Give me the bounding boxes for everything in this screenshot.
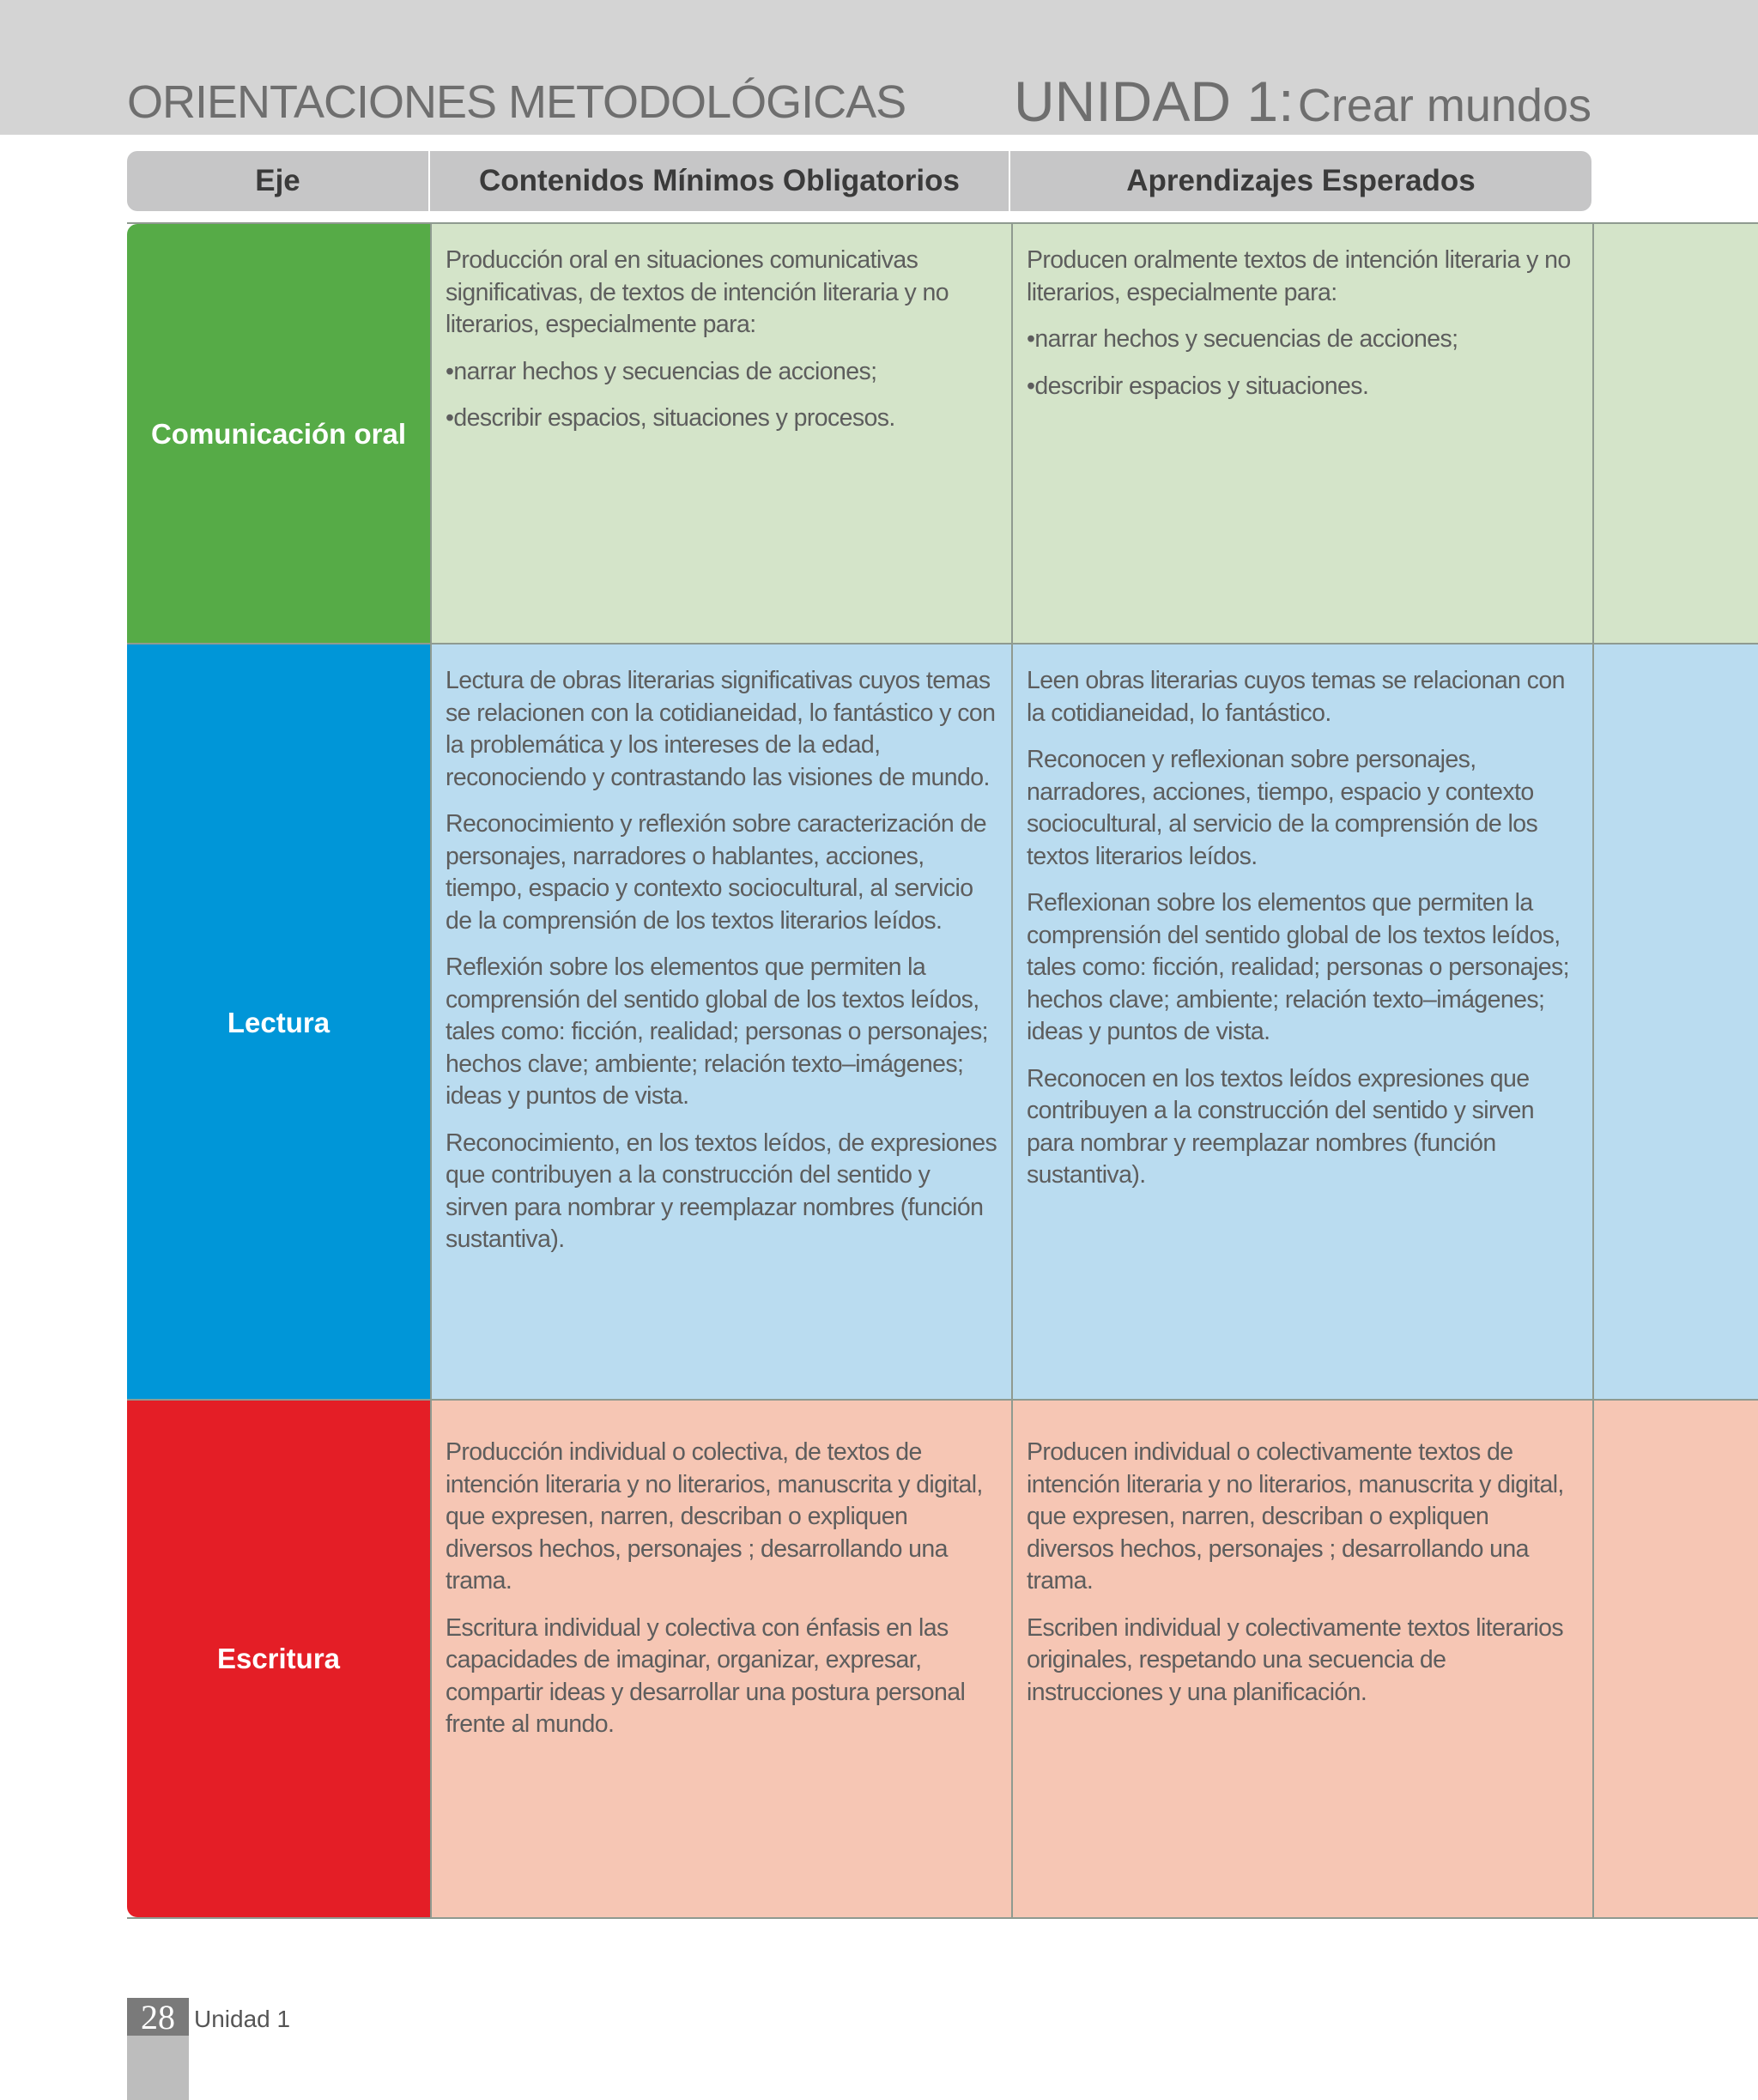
cell-paragraph: Escriben individual y colectivamente textos literarios originales, respetando una secuencia de instrucciones y una planificación. <box>1027 1613 1563 1706</box>
table-row-comunicacion-oral <box>127 222 1758 645</box>
cell-bullet: • narrar hechos y secuencias de acciones; <box>446 356 997 389</box>
page-number: 28 <box>127 1998 189 2036</box>
unit-subtitle: Crear mundos <box>1297 80 1591 131</box>
unit-title <box>1014 69 1591 134</box>
page-label: Unidad 1 <box>194 2006 291 2032</box>
table-row-escritura <box>127 1399 1758 1919</box>
unit-label: UNIDAD 1: <box>1014 70 1294 133</box>
axis-cell: Lectura <box>127 645 430 1401</box>
contenidos-cell <box>430 224 1011 645</box>
table-row-lectura <box>127 643 1758 1401</box>
extra-cell <box>1592 645 1758 1401</box>
aprendizajes-cell <box>1011 1401 1592 1917</box>
section-title: ORIENTACIONES METODOLÓGICAS <box>127 76 906 128</box>
cell-paragraph: Reconocen en los textos leídos expresiones que contribuyen a la construcción del sentido y sirven para nombrar y reemplazar nombres (función sustantiva). <box>1027 1064 1535 1189</box>
cell-bullet: • describir espacios y situaciones. <box>1027 371 1579 403</box>
contenidos-cell <box>430 645 1011 1401</box>
axis-cell: Escritura <box>127 1401 430 1917</box>
cell-paragraph: Producción individual o colectiva, de textos de intención literaria y no literarios, manuscrita y digital, que expresen, narren, describan o expliquen diversos hechos, personajes ; desarrollando una trama. <box>446 1438 983 1595</box>
cell-paragraph: Producen individual o colectivamente textos de intención literaria y no literarios, manuscrita y digital, que expresen, narren, describan o expliquen diversos hechos, personajes ; desarrollando una trama. <box>1027 1438 1564 1595</box>
cell-paragraph: Lectura de obras literarias significativas cuyos temas se relacionen con la cotidianeidad, lo fantástico y con la problemática y los intereses de la edad, reconociendo y contrastando las visiones de mundo. <box>446 667 996 791</box>
cell-bullet: • narrar hechos y secuencias de acciones; <box>1027 324 1579 356</box>
cell-paragraph: Escritura individual y colectiva con énfasis en las capacidades de imaginar, organizar, expresar, compartir ideas y desarrollar una postura personal frente al mundo. <box>446 1613 966 1738</box>
page-tab <box>127 2036 189 2100</box>
extra-cell <box>1592 1401 1758 1917</box>
cell-paragraph: Reflexionan sobre los elementos que permiten la comprensión del sentido global de los textos leídos, tales como: ficción, realidad; personas o personajes; hechos clave; ambiente; relación texto–imágenes; ideas y puntos de vista. <box>1027 889 1569 1045</box>
axis-cell: Comunicación oral <box>127 224 430 645</box>
column-header-aprendizajes: Aprendizajes Esperados <box>1126 164 1476 197</box>
cell-bullet: • describir espacios, situaciones y procesos. <box>446 402 997 435</box>
cell-paragraph: Leen obras literarias cuyos temas se relacionan con la cotidianeidad, lo fantástico. <box>1027 667 1565 727</box>
cell-paragraph: Reconocimiento, en los textos leídos, de expresiones que contribuyen a la construcción del sentido y sirven para nombrar y reemplazar nombres (función sustantiva). <box>446 1129 997 1253</box>
extra-cell <box>1592 224 1758 645</box>
column-header-contenidos: Contenidos Mínimos Obligatorios <box>430 151 1010 211</box>
aprendizajes-cell <box>1011 224 1592 645</box>
cell-paragraph: Reconocen y reflexionan sobre personajes, narradores, acciones, tiempo, espacio y contexto sociocultural, al servicio de la comprensión de los textos literarios leídos. <box>1027 746 1538 870</box>
column-header-eje: Eje <box>127 151 430 211</box>
table-header <box>127 151 1591 211</box>
cell-paragraph: Producción oral en situaciones comunicativas significativas, de textos de intención literaria y no literarios, especialmente para: <box>446 246 949 338</box>
cell-paragraph: Reconocimiento y reflexión sobre caracterización de personajes, narradores o hablantes, acciones, tiempo, espacio y contexto sociocultural, al servicio de la comprensión de los textos literarios leídos. <box>446 810 986 935</box>
aprendizajes-cell <box>1011 645 1592 1401</box>
contenidos-cell <box>430 1401 1011 1917</box>
cell-paragraph: Producen oralmente textos de intención literaria y no literarios, especialmente para: <box>1027 246 1571 306</box>
cell-paragraph: Reflexión sobre los elementos que permiten la comprensión del sentido global de los textos leídos, tales como: ficción, realidad; personas o personajes; hechos clave; ambiente; relación texto–imágenes; ideas y puntos de vista. <box>446 953 988 1110</box>
